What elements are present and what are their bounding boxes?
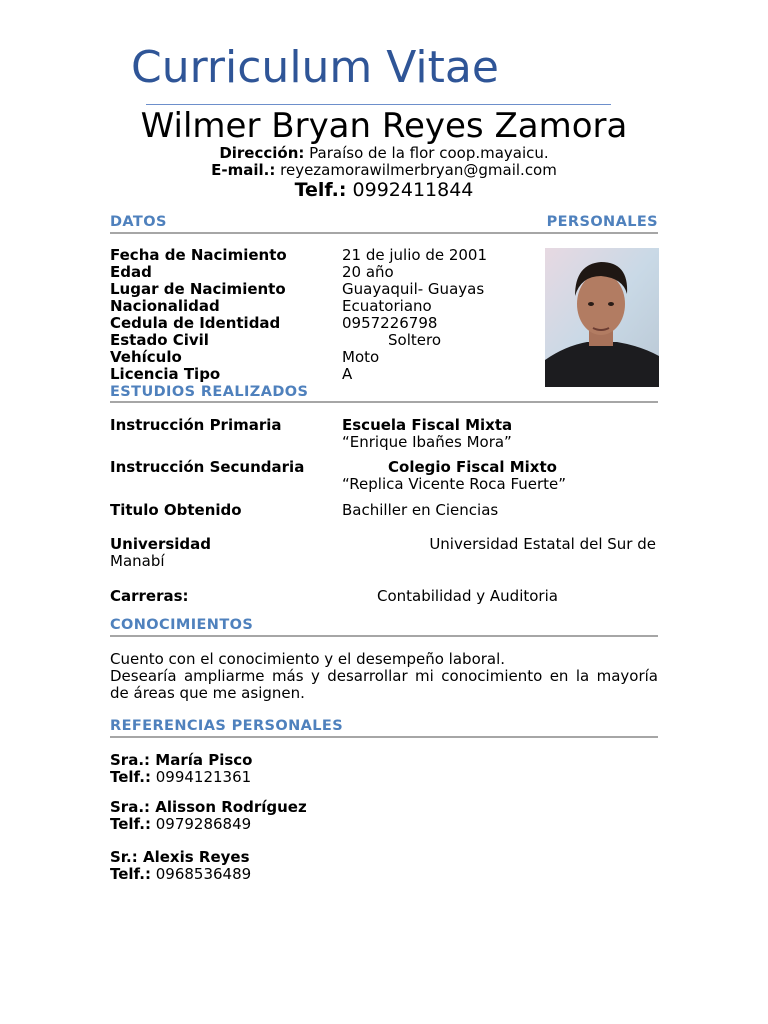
secondary-school-name: “Replica Vicente Roca Fuerte”: [342, 475, 567, 493]
university-value: Universidad Estatal del Sur de: [429, 535, 656, 553]
section-heading-referencias: REFERENCIAS PERSONALES: [110, 718, 344, 734]
section-divider: [110, 635, 658, 637]
section-heading-conocimientos: CONOCIMIENTOS: [110, 617, 254, 633]
personal-value: 20 año: [342, 263, 394, 281]
personal-label: Nacionalidad: [110, 297, 220, 315]
reference-phone: [110, 866, 251, 883]
address-line: [0, 145, 768, 162]
section-divider: [110, 232, 658, 234]
full-name: Wilmer Bryan Reyes Zamora: [140, 106, 628, 146]
degree-label: Titulo Obtenido: [110, 501, 242, 519]
section-divider: [110, 736, 658, 738]
phone-label: Telf.:: [294, 179, 347, 201]
reference-person: María Pisco: [155, 751, 253, 769]
knowledge-line: Cuento con el conocimiento y el desempeño laboral.: [110, 650, 506, 668]
phone-value: 0992411844: [352, 179, 474, 201]
knowledge-line: Desearía ampliarme más y desarrollar mi conocimiento en la mayoría: [110, 667, 658, 685]
career-value: Contabilidad y Auditoria: [377, 587, 558, 605]
section-heading-datos: DATOS: [110, 214, 167, 230]
section-heading-estudios: ESTUDIOS REALIZADOS: [110, 384, 309, 400]
personal-label: Licencia Tipo: [110, 365, 221, 383]
reference-title: Sra.:: [110, 798, 151, 816]
address-value: Paraíso de la flor coop.mayaicu.: [309, 144, 549, 162]
personal-label: Edad: [110, 263, 152, 281]
reference-phone-label: Telf.:: [110, 815, 151, 833]
section-heading-personales: PERSONALES: [546, 214, 658, 230]
reference-phone-label: Telf.:: [110, 865, 151, 883]
phone-line: [0, 179, 768, 201]
personal-value: Soltero: [388, 331, 441, 349]
personal-label: Cedula de Identidad: [110, 314, 281, 332]
degree-value: Bachiller en Ciencias: [342, 501, 499, 519]
secondary-school: Colegio Fiscal Mixto: [388, 458, 557, 476]
address-label: Dirección:: [219, 144, 305, 162]
knowledge-line: de áreas que me asignen.: [110, 684, 305, 702]
email-value: reyezamorawilmerbryan@gmail.com: [280, 161, 557, 179]
email-line: [0, 162, 768, 179]
email-label: E-mail.:: [211, 161, 276, 179]
reference-person: Alisson Rodríguez: [155, 798, 307, 816]
reference-name: [110, 849, 250, 866]
primary-education-label: Instrucción Primaria: [110, 416, 282, 434]
reference-phone-value: 0994121361: [155, 768, 252, 786]
university-value-cont: Manabí: [110, 552, 165, 570]
reference-phone-value: 0979286849: [155, 815, 252, 833]
reference-title: Sra.:: [110, 751, 151, 769]
reference-phone: [110, 769, 251, 786]
reference-phone-value: 0968536489: [155, 865, 252, 883]
reference-title: Sr.:: [110, 848, 138, 866]
cv-title: Curriculum Vitae: [131, 42, 499, 93]
personal-label: Vehículo: [110, 348, 182, 366]
section-divider: [110, 401, 658, 403]
personal-value: A: [342, 365, 353, 383]
profile-photo: [545, 248, 659, 387]
personal-label: Fecha de Nacimiento: [110, 246, 287, 264]
primary-school-name: “Enrique Ibañes Mora”: [342, 433, 512, 451]
secondary-education-label: Instrucción Secundaria: [110, 458, 305, 476]
personal-value: Ecuatoriano: [342, 297, 432, 315]
primary-school: Escuela Fiscal Mixta: [342, 416, 513, 434]
personal-value: 21 de julio de 2001: [342, 246, 488, 264]
personal-value: 0957226798: [342, 314, 438, 332]
reference-name: [110, 752, 252, 769]
career-label: Carreras:: [110, 587, 189, 605]
reference-person: Alexis Reyes: [143, 848, 250, 866]
personal-value: Moto: [342, 348, 380, 366]
personal-label: Lugar de Nacimiento: [110, 280, 286, 298]
title-underline: [146, 104, 611, 105]
reference-phone: [110, 816, 251, 833]
personal-label: Estado Civil: [110, 331, 209, 349]
reference-name: [110, 799, 307, 816]
university-label: Universidad: [110, 535, 212, 553]
reference-phone-label: Telf.:: [110, 768, 151, 786]
personal-value: Guayaquil- Guayas: [342, 280, 485, 298]
